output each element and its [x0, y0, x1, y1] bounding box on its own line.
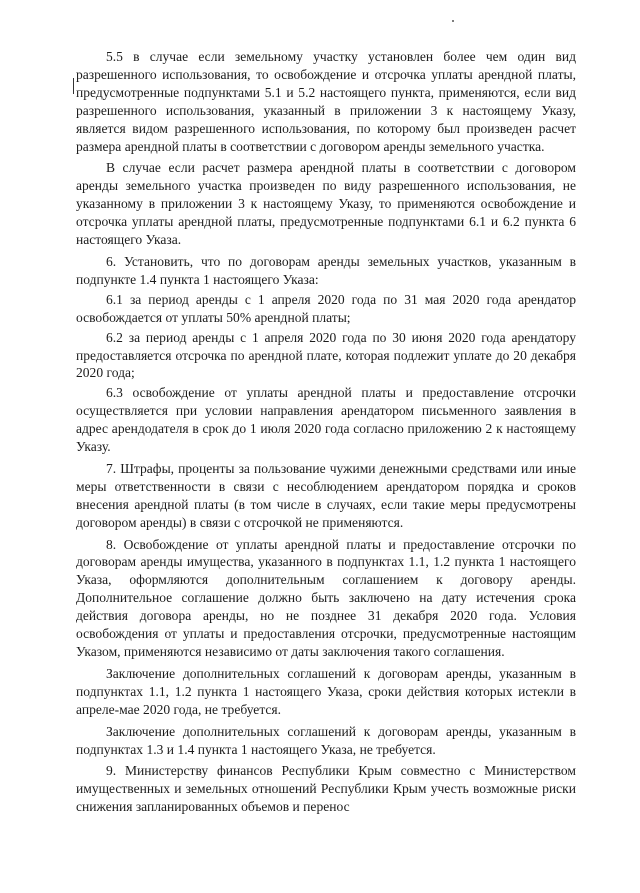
scan-speck [452, 20, 454, 22]
paragraph-7: 7. Штрафы, проценты за пользование чужими денежными средствами или иные меры ответственности в связи с несоблюдением арендатором порядка и сроков внесения арендной платы (в том числе в случаях, если такие меры предусмотрены договором аренды) в связи с отсрочкой не применяются. [76, 460, 576, 530]
paragraph-8-cont-2: Заключение дополнительных соглашений к договорам аренды, указанным в подпунктах 1.3 и 1.4 пункта 1 настоящего Указа, не требуется. [76, 723, 576, 757]
paragraph-8-cont-1: Заключение дополнительных соглашений к договорам аренды, указанным в подпунктах 1.1, 1.2 пункта 1 настоящего Указа, сроки действия которых истекли в апреле-мае 2020 года, не требуется. [76, 665, 576, 717]
paragraph-9: 9. Министерству финансов Республики Крым совместно с Министерством имущественных и земельных отношений Республики Крым учесть возможные риски снижения запланированных объемов и перенос [76, 763, 576, 815]
paragraph-8: 8. Освобождение от уплаты арендной платы и предоставление отсрочки по договорам аренды имущества, указанного в подпунктах 1.1, 1.2 пункта 1 настоящего Указа, оформляются дополнительным соглашением к договору аренды. Дополнительное соглашение должно быть заключено на дату истечения срока действия договора аренды, но не позднее 31 декабря 2020 года. Условия освобождения от уплаты и предоставления отсрочки, предусмотренные настоящим Указом, применяются независимо от даты заключения такого соглашения. [76, 536, 576, 659]
paragraph-6: 6. Установить, что по договорам аренды земельных участков, указанным в подпункте 1.4 пункта 1 настоящего Указа: [76, 253, 576, 287]
paragraph-6-1: 6.1 за период аренды с 1 апреля 2020 года по 31 мая 2020 года арендатор освобождается от уплаты 50% арендной платы; [76, 291, 576, 325]
paragraph-6-2: 6.2 за период аренды с 1 апреля 2020 года по 30 июня 2020 года арендатору предоставляется отсрочка по арендной плате, которая подлежит уплате до 20 декабря 2020 года; [76, 329, 576, 381]
scan-margin-mark [73, 78, 74, 94]
paragraph-5-5-cont: В случае если расчет размера арендной платы в соответствии с договором аренды земельного участка произведен по виду разрешенного использования, не указанному в приложении 3 к настоящему Указу, то применяются освобождение и отсрочка уплаты арендной платы, предусмотренные подпунктами 6.1 и 6.2 пункта 6 настоящего Указа. [76, 160, 576, 248]
document-page [76, 48, 576, 820]
paragraph-6-3: 6.3 освобождение от уплаты арендной платы и предоставление отсрочки осуществляется при условии направления арендатором письменного заявления в адрес арендодателя в срок до 1 июля 2020 года согласно приложению 2 к настоящему Указу. [76, 385, 576, 455]
paragraph-5-5: 5.5 в случае если земельному участку установлен более чем один вид разрешенного использования, то освобождение и отсрочка уплаты арендной платы, предусмотренные подпунктами 5.1 и 5.2 настоящего пункта, применяются, если вид разрешенного использования, указанный в приложении 3 к настоящему Указу, является видом разрешенного использования, по которому был произведен расчет размера арендной платы в соответствии с договором аренды земельного участка. [76, 49, 576, 154]
